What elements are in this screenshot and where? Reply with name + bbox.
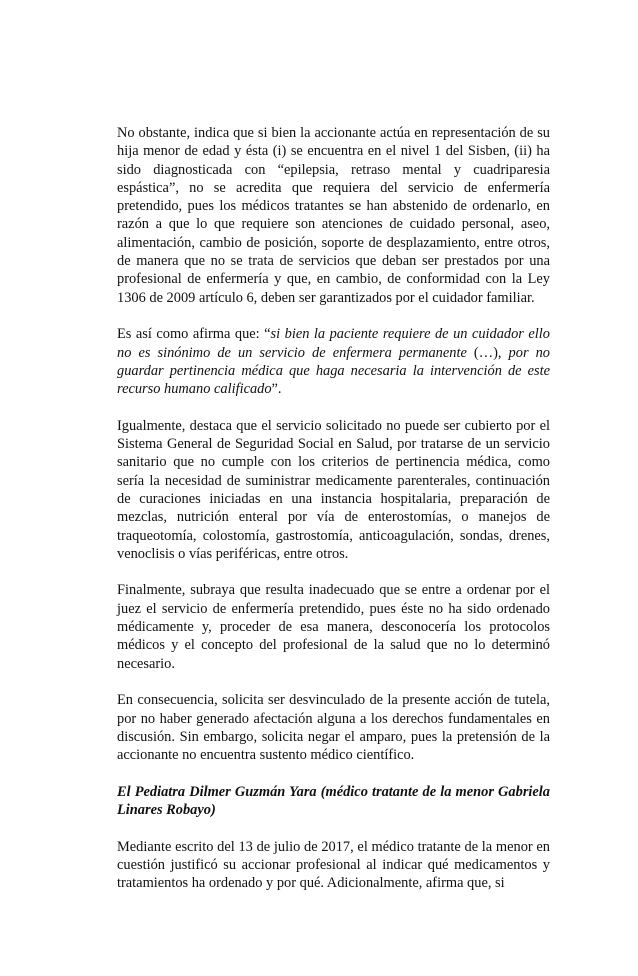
paragraph-en-consecuencia: En consecuencia, solicita ser desvinculado de la presente acción de tutela, por no haber generado afectación alguna a los derechos fundamentales en discusión. Sin embargo, solicita negar el amparo, pues la pretensión de la accionante no encuentra sustento médico científico. xyxy=(117,692,550,764)
paragraph-mediante-escrito: Mediante escrito del 13 de julio de 2017, el médico tratante de la menor en cuestión justificó su accionar profesional al indicar qué medicamentos y tratamientos ha ordenado y por qué. Adicionalmente, afirma que, si xyxy=(117,838,550,892)
quote-text: si bien la paciente requiere de un cuidador ello no es sinónimo de un servicio de enfermera permanente xyxy=(117,326,550,361)
quote-text-continued: por no guardar pertinencia médica que haga necesaria la intervención de este recurso humano calificado xyxy=(117,344,550,398)
paragraph-finalmente: Finalmente, subraya que resulta inadecuado que se entre a ordenar por el juez el servicio de enfermería pretendido, pues éste no ha sido ordenado médicamente y, proceder de esa manera, desconocería los protocolos médicos y el concepto del profesional de la salud que no lo determinó necesario. xyxy=(117,582,550,672)
document-page xyxy=(117,124,550,911)
quote-intro: Es así como afirma que: “ xyxy=(117,326,271,343)
section-heading: El Pediatra Dilmer Guzmán Yara (médico tratante de la menor Gabriela Linares Robayo) xyxy=(117,783,550,818)
paragraph-no-obstante: No obstante, indica que si bien la accionante actúa en representación de su hija menor de edad y ésta (i) se encuentra en el nivel 1 del Sisben, (ii) ha sido diagnosticada con “epilepsia, retraso mental y cuadriparesia espástica”, no se acredita que requiera del servicio de enfermería pretendido, pues los médicos tratantes se han abstenido de ordenarlo, en razón a que lo que requiere son atenciones de cuidado personal, aseo, alimentación, cambio de posición, soporte de desplazamiento, entre otros, de manera que no se trata de servicios que deban ser prestados por una profesional de enfermería y que, en cambio, de conformidad con la Ley 1306 de 2009 artículo 6, deben ser garantizados por el cuidador familiar. xyxy=(117,125,550,306)
paragraph-igualmente: Igualmente, destaca que el servicio solicitado no puede ser cubierto por el Sistema General de Seguridad Social en Salud, por tratarse de un servicio sanitario que no cumple con los criterios de pertinencia médica, como sería la necesidad de suministrar medicamente parenterales, continuación de curaciones iniciadas en una instancia hospitalaria, preparación de mezclas, nutrición enteral por vía de enterostomías, o manejos de traqueotomía, colostomía, gastrostomía, anticoagulación, sondas, drenes, venoclisis o vías periféricas, entre otros. xyxy=(117,417,550,562)
quote-ellipsis: (…), xyxy=(466,344,509,361)
paragraph-quote xyxy=(117,325,550,398)
quote-end: ”. xyxy=(271,381,282,398)
